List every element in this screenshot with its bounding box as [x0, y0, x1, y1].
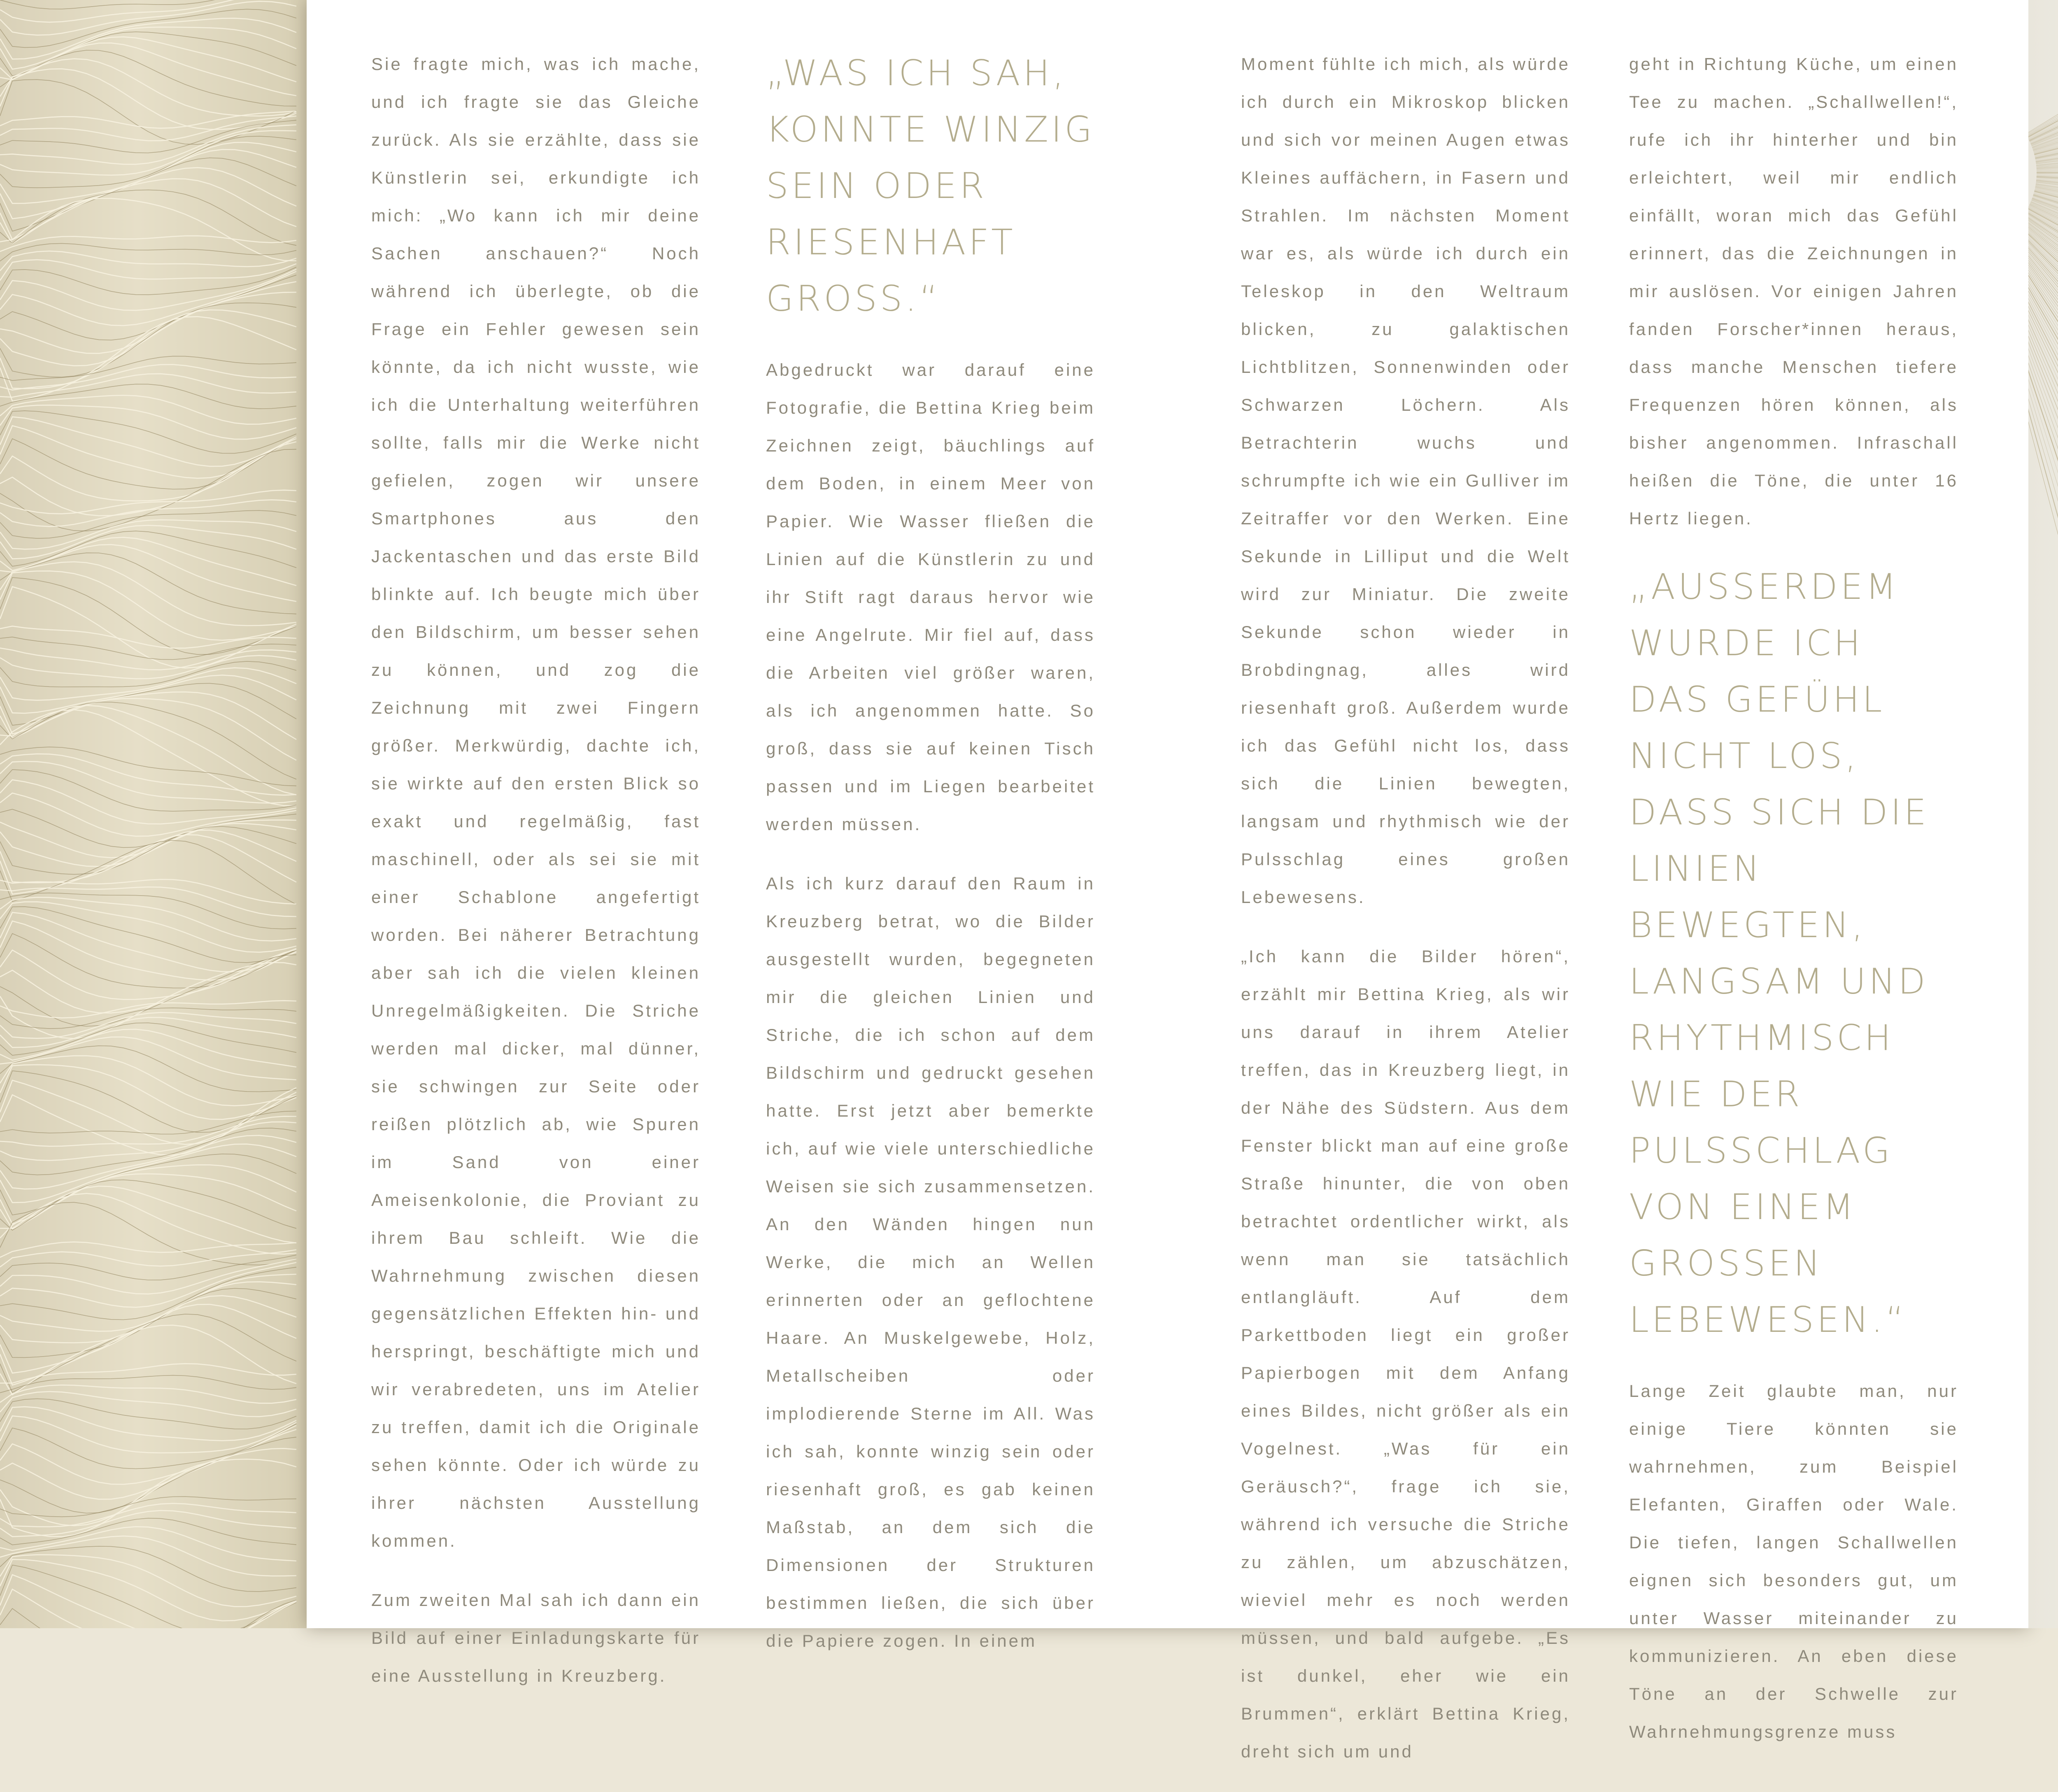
art-strand: [0, 18, 296, 59]
art-strand: [0, 1080, 296, 1145]
art-strand: [0, 921, 296, 980]
art-strand: [0, 1546, 296, 1592]
body-paragraph: Lange Zeit glaubte man, nur einige Tiere könnten sie wahrnehmen, zum Beispiel Elefanten, Giraffen oder Wale. Die tiefen, langen Schallwellen eignen sich besonders gut, um unter Wasser miteinander zu kommunizieren. An eben diese Töne an der Schwelle zur Wahrnehmungsgrenze muss: [1629, 1372, 1958, 1751]
art-strand: [0, 1056, 296, 1106]
art-ray: [2028, 235, 2058, 1628]
art-ray: [2032, 0, 2058, 147]
art-strand: [0, 1, 296, 35]
text-column-3: [1241, 45, 1570, 1792]
right-line-artwork: [2028, 0, 2058, 1628]
art-ray: [2028, 0, 2058, 137]
art-ray: [2028, 223, 2058, 1464]
art-ray: [2028, 228, 2058, 1580]
pull-quote: „WAS ICH SAH, KONNTE WINZIG SEIN ODER RIESENHAFT GROSS.“: [766, 45, 1095, 327]
text-column-2: [766, 45, 1095, 1681]
art-strand: [0, 648, 296, 670]
art-strand: [0, 1437, 296, 1513]
art-ray: [2033, 0, 2058, 149]
art-ray: [2030, 0, 2058, 142]
art-strand: [0, 0, 296, 22]
art-strand: [0, 1575, 296, 1628]
art-strand: [0, 668, 296, 701]
art-strand: [0, 661, 296, 687]
art-ray: [2032, 199, 2058, 844]
art-strand: [0, 553, 296, 614]
art-strand: [0, 770, 296, 811]
art-ray: [2034, 0, 2058, 152]
art-ray: [2028, 224, 2058, 1480]
art-strand: [0, 158, 296, 231]
art-ray: [2028, 236, 2058, 1628]
art-ray: [2028, 233, 2058, 1628]
art-strand: [0, 1023, 296, 1055]
art-ray: [2028, 243, 2058, 1628]
radiating-lines-drawing: [2028, 0, 2058, 1628]
art-strand: [0, 1459, 296, 1536]
body-paragraph: Abgedruckt war darauf eine Fotografie, die Bettina Krieg beim Zeichnen zeigt, bäuchlings auf dem Boden, in einem Meer von Papier. Wie Wasser fließen die Linien auf die Künstlerin zu und ihr Stift ragt daraus hervor wie eine Angelrute. Mir fiel auf, dass die Arbeiten viel größer waren, als ich angenommen hatte. So groß, dass sie auf keinen Tisch passen und im Liegen bearbeitet werden müssen.: [766, 351, 1095, 843]
art-strand: [0, 136, 296, 188]
art-ray: [2028, 244, 2058, 1628]
art-ray: [2033, 195, 2058, 732]
art-ray: [2028, 213, 2058, 1203]
art-strand: [0, 1029, 296, 1067]
art-strand: [0, 1503, 296, 1527]
body-paragraph: „Ich kann die Bilder hören“, erzählt mir Bettina Krieg, als wir uns darauf in ihrem Atelier treffen, das in Kreuzberg liegt, in der Nähe des Südstern. Aus dem Fenster blickt man auf eine große Straße hinunter, die von oben betrachtet ordentlicher wirkt, als wenn man sie tatsächlich entlangläuft. Auf dem Parkettboden liegt ein großer Papierbogen mit dem Anfang eines Bildes, nicht größer als ein Vogelnest. „Was für ein Geräusch?“, frage ich sie, während ich versuche die Striche zu zählen, um abzuschätzen, wieviel mehr es noch werden müssen, und bald aufgebe. „Es ist dunkel, eher wie ein Brummen“, erklärt Bettina Krieg, dreht sich um und: [1241, 938, 1570, 1771]
art-ray: [2028, 234, 2058, 1628]
art-ray: [2028, 0, 2058, 139]
art-ray: [2028, 244, 2058, 1628]
art-strand: [0, 1392, 296, 1417]
art-ray: [2028, 226, 2058, 1515]
art-strand: [0, 702, 296, 779]
art-strand: [0, 1407, 296, 1441]
art-strand: [0, 275, 296, 340]
art-strand: [0, 1448, 296, 1526]
art-strand: [0, 1424, 296, 1469]
art-strand: [0, 950, 296, 1013]
text-column-1: [371, 45, 701, 1716]
art-strand: [0, 116, 296, 141]
art-ray: [2028, 226, 2058, 1531]
art-strand: [0, 1325, 296, 1395]
art-strand: [0, 1527, 296, 1561]
art-strand: [0, 887, 296, 917]
art-strand: [0, 840, 296, 905]
art-ray: [2028, 230, 2058, 1628]
art-strand: [0, 1065, 296, 1119]
art-ray: [2028, 209, 2058, 1101]
art-strand: [0, 426, 296, 478]
art-strand: [0, 179, 296, 244]
art-ray: [2029, 0, 2058, 140]
art-ray: [2028, 211, 2058, 1142]
art-strand: [0, 577, 296, 654]
art-strand: [0, 79, 296, 144]
art-ray: [2032, 198, 2058, 822]
art-ray: [2032, 0, 2058, 147]
art-ray: [2030, 204, 2058, 975]
art-strand: [0, 754, 296, 795]
art-strand: [0, 1259, 296, 1294]
art-ray: [2028, 241, 2058, 1628]
art-ray: [2028, 233, 2058, 1628]
body-paragraph: Als ich kurz darauf den Raum in Kreuzberg betrat, wo die Bilder ausgestellt wurden, begegneten mir die gleichen Linien und Striche, die ich schon auf dem Bildschirm und gedruckt gesehen hatte. Erst jetzt aber bemerkte ich, auf wie viele unterschiedliche Weisen sie sich zusammensetzen. An den Wänden hingen nun Werke, die mich an Wellen erinnerten oder an geflochtene Haare. An Muskelgewebe, Holz, Metallscheiben oder implodierende Sterne im All. Was ich sah, konnte winzig sein oder riesenhaft groß, es gab keinen Maßstab, an dem sich die Dimensionen der Strukturen bestimmen ließen, die sich über die Papiere zogen. In einem: [766, 865, 1095, 1660]
art-ray: [2028, 0, 2058, 135]
art-strand: [0, 683, 296, 725]
art-ray: [2034, 194, 2058, 710]
art-strand: [0, 1518, 296, 1545]
art-ray: [2028, 232, 2058, 1628]
art-strand: [0, 1536, 296, 1576]
art-ray: [2029, 0, 2058, 141]
art-strand: [0, 1375, 296, 1393]
art-ray: [2028, 235, 2058, 1629]
art-strand: [0, 442, 296, 516]
body-paragraph: Moment fühlte ich mich, als würde ich durch ein Mikroskop blicken und sich vor meinen Augen etwas Kleines auffächern, in Fasern und Strahlen. Im nächsten Moment war es, als würde ich durch ein Teleskop in den Weltraum blicken, zu galaktischen Lichtblitzen, Sonnenwinden oder Schwarzen Löchern. Als Betrachterin wuchs und schrumpfte ich wie ein Gulliver im Zeitraffer vor den Werken. Eine Sekunde in Lilliput und die Welt wird zur Miniatur. Die zweite Sekunde schon wieder in Brobdingnag, alles wird riesenhaft groß. Außerdem wurde ich das Gefühl nicht los, dass sich die Linien bewegten, langsam und rhythmisch wie der Pulsschlag eines großen Lebewesens.: [1241, 45, 1570, 916]
art-ray: [2029, 206, 2058, 1017]
art-strand: [0, 933, 296, 988]
art-strand: [0, 365, 296, 390]
art-strand: [0, 449, 296, 531]
art-strand: [0, 236, 296, 251]
art-strand: [0, 1174, 296, 1229]
art-strand: [0, 1496, 296, 1517]
pull-quote: „AUSSERDEM WURDE ICH DAS GEFÜHL NICHT LOS, DASS SICH DIE LINIEN BEWEGTEN, LANGSAM UND RHYTHMISCH WIE DER PULSSCHLAG VON EINEM GROSSEN LEBEWESEN.“: [1629, 559, 1958, 1348]
art-strand: [0, 282, 296, 353]
art-strand: [0, 142, 296, 203]
art-ray: [2030, 203, 2058, 954]
art-strand: [0, 1008, 296, 1029]
art-ray: [2029, 205, 2058, 996]
art-strand: [0, 317, 296, 401]
art-ray: [2028, 244, 2058, 1629]
art-ray: [2028, 234, 2058, 1628]
art-ray: [2028, 214, 2058, 1222]
art-ray: [2028, 219, 2058, 1356]
art-ray: [2030, 202, 2058, 932]
art-ray: [2035, 189, 2058, 572]
art-strand: [0, 510, 296, 538]
art-strand: [0, 1116, 296, 1146]
art-strand: [0, 37, 296, 82]
body-paragraph: geht in Richtung Küche, um einen Tee zu machen. „Schallwellen!“, rufe ich ihr hinterher und bin erleichtert, weil mir endlich einfällt, woran mich das Gefühl erinnert, das die Zeichnungen in mir auslösen. Vor einigen Jahren fanden Forscher*innen heraus, dass manche Menschen tiefere Frequenzen hören können, als bisher angenommen. Infraschall heißen die Töne, die unter 16 Hertz liegen.: [1629, 45, 1958, 538]
art-strand: [0, 835, 296, 894]
art-ray: [2028, 221, 2058, 1410]
art-ray: [2028, 215, 2058, 1242]
art-ray: [2028, 240, 2058, 1628]
art-strand: [0, 1250, 296, 1267]
art-strand: [0, 1510, 296, 1536]
art-strand: [0, 251, 296, 271]
art-strand: [0, 243, 296, 261]
art-strand: [0, 1429, 296, 1499]
art-ray: [2028, 208, 2058, 1080]
body-paragraph: Sie fragte mich, was ich mache, und ich fragte sie das Gleiche zurück. Als sie erzählte, dass sie Künstlerin sei, erkundigte ich mich: „Wo kann ich mir deine Sachen anschauen?“ Noch während ich überlegte, ob die Frage ein Fehler gewesen sein könnte, da ich nicht wusste, wie ich die Unterhaltung weiterführen sollte, falls mir die Werke nicht gefielen, zogen wir unsere Smartphones aus den Jackentaschen und das erste Bild blinkte auf. Ich beugte mich über den Bildschirm, um besser sehen zu können, und zog die Zeichnung mit zwei Fingern größer. Merkwürdig, dachte ich, sie wirkte auf den ersten Blick so exakt und regelmäßig, fast maschinell, oder als sei sie mit einer Schablone angefertigt worden. Bei näherer Betrachtung aber sah ich die vielen kleinen Unregelmäßigkeiten. Die Striche werden mal dicker, mal dünner, sie schwingen zur Seite oder reißen plötzlich ab, wie Spuren im Sand von einer Ameisenkolonie, die Proviant zu ihrem Bau schleift. Wie die Wahrnehmung zwischen diesen gegensätzlichen Effekten hin- und herspringt, beschäftigte mich und wir verabredeten, uns im Atelier zu treffen, damit ich die Originale sehen könnte. Oder ich würde zu ihrer nächsten Ausstellung kommen.: [371, 45, 701, 1560]
art-strand: [0, 1122, 296, 1161]
art-strand: [0, 1186, 296, 1243]
art-strand: [0, 1426, 296, 1485]
art-ray: [2028, 231, 2058, 1628]
art-strand: [0, 520, 296, 549]
art-strand: [0, 656, 296, 679]
body-paragraph: Zum zweiten Mal sah ich dann ein Bild auf einer Einladungskarte für eine Ausstellung in Kreuzberg.: [371, 1581, 701, 1695]
art-strand: [0, 1262, 296, 1307]
art-strand: [0, 9, 296, 47]
art-strand: [0, 1136, 296, 1189]
art-ray: [2028, 0, 2058, 136]
left-line-artwork: [0, 0, 307, 1628]
art-strand: [0, 411, 296, 453]
text-column-4: [1629, 45, 1958, 1772]
art-strand: [0, 710, 296, 805]
art-ray: [2028, 228, 2058, 1595]
art-ray: [2028, 219, 2058, 1338]
art-strand: [0, 1071, 296, 1133]
flowing-lines-drawing: [0, 0, 307, 1628]
art-strand: [0, 963, 296, 1039]
magazine-page: [307, 0, 2028, 1628]
art-ray: [2028, 240, 2058, 1628]
art-strand: [0, 1399, 296, 1429]
art-ray: [2028, 0, 2058, 134]
art-ray: [2028, 236, 2058, 1628]
art-strand: [0, 190, 296, 245]
art-strand: [0, 1559, 296, 1621]
art-strand: [0, 260, 296, 281]
art-ray: [2028, 231, 2058, 1628]
art-ray: [2028, 244, 2058, 1628]
art-strand: [0, 1555, 296, 1607]
art-ray: [2028, 244, 2058, 1628]
art-strand: [0, 50, 296, 106]
art-strand: [0, 396, 296, 424]
